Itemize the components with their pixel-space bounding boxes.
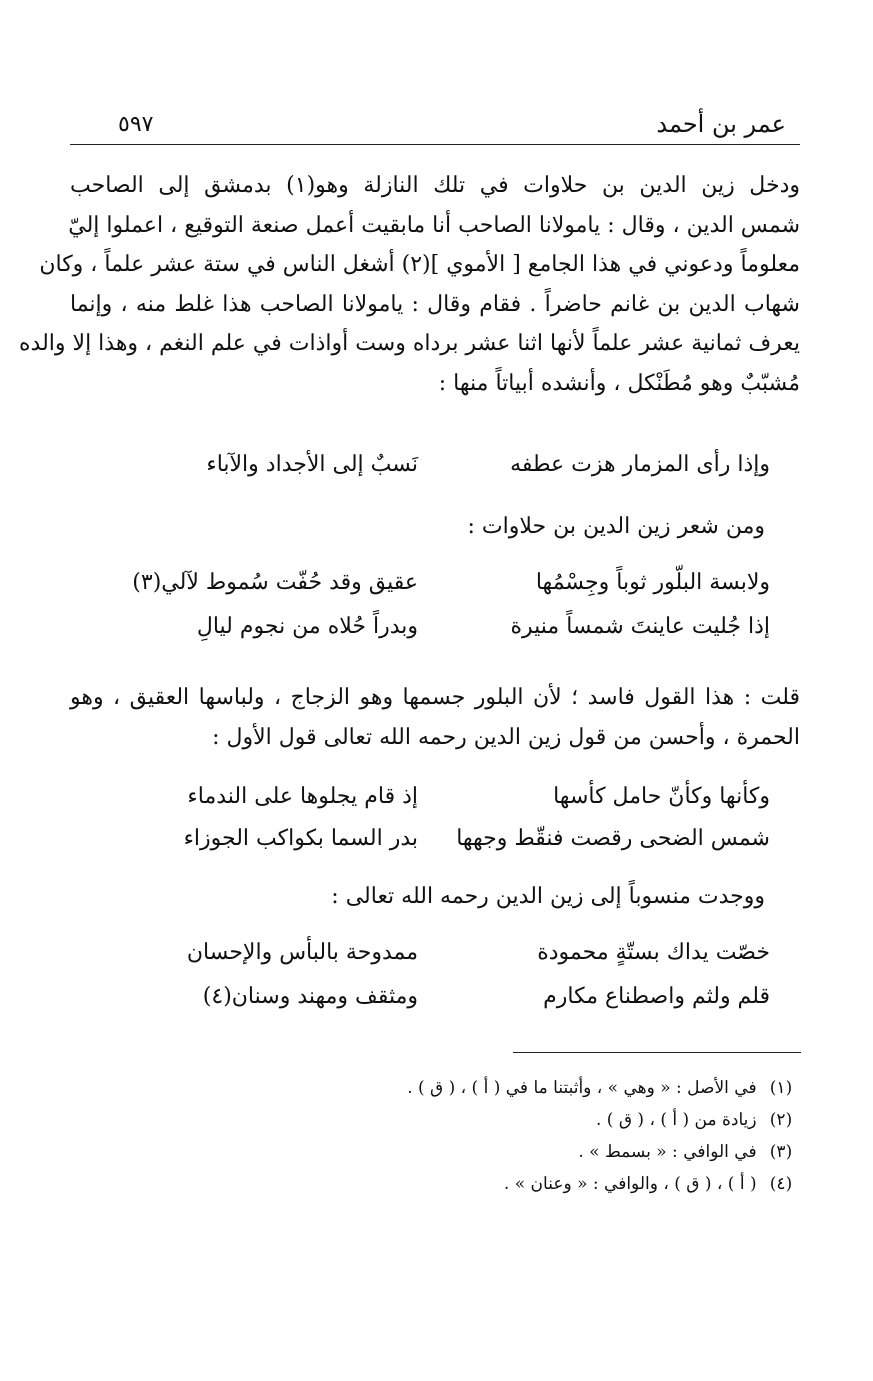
footnote <box>70 1072 800 1104</box>
footnote <box>70 1168 800 1200</box>
verse-second-hemistich: وبدراً حُلاه من نجوم ليالِ <box>196 614 418 639</box>
verse-second-hemistich: إذ قام يجلوها على الندماء <box>187 784 418 809</box>
footnote-text: ( أ ) ، ( ق ) ، والوافي : « وعنان » . <box>503 1174 757 1194</box>
page-number: ٥٩٧ <box>118 112 154 137</box>
footnote <box>70 1136 800 1168</box>
paragraph-line: ودخل زين الدين بن حلاوات في تلك النازلة وهو(١) بدمشق إلى الصاحب <box>70 173 800 198</box>
verse-first-hemistich: إذا جُليت عاينتَ شمساً منيرة <box>510 614 770 639</box>
paragraph-1 <box>19 166 800 403</box>
paragraph-line: مُشبّبٌ وهو مُطَنْكل ، وأنشده أبياتاً منها : <box>438 370 800 396</box>
footnote-divider <box>513 1052 801 1053</box>
paragraph-line: شهاب الدين بن غانم حاضراً . فقام وقال : يامولانا الصاحب هذا غلط منه ، وإنما <box>70 291 800 317</box>
verse-second-hemistich: ممدوحة بالبأس والإحسان <box>186 940 418 965</box>
verse-second-hemistich: بدر السما بكواكب الجوزاء <box>183 826 418 851</box>
footnote-text: في الوافي : « بسمط » . <box>578 1142 757 1162</box>
footnote <box>70 1104 800 1136</box>
verse-second-hemistich: عقيق وقد حُفّت سُموط لآلي(٣) <box>132 570 418 595</box>
verse-first-hemistich: وكأنها وكأنّ حامل كأسها <box>553 784 770 809</box>
paragraph-line: قلت : هذا القول فاسد ؛ لأن البلور جسمها وهو الزجاج ، ولباسها العقيق ، وهو <box>70 685 800 710</box>
verse-first-hemistich: شمس الضحى رقصت فنقّط وجهها <box>456 826 770 851</box>
paragraph-line: شمس الدين ، وقال : يامولانا الصاحب أنا مابقيت أعمل صنعة التوقيع ، اعملوا إليّ <box>68 212 800 238</box>
footnotes <box>70 1072 800 1200</box>
paragraph-line: معلوماً ودعوني في هذا الجامع [ الأموي ](٢) أشغل الناس في ستة عشر علماً ، وكان <box>39 252 800 277</box>
verse-line <box>100 614 770 654</box>
footnote-number: (٢) <box>769 1110 793 1130</box>
poem-intro: ومن شعر زين الدين بن حلاوات : <box>467 514 765 539</box>
verse-line <box>100 570 770 610</box>
footnote-text: زيادة من ( أ ) ، ( ق ) . <box>595 1110 757 1130</box>
verse-first-hemistich: ولابسة البلّور ثوباً وجِسْمُها <box>535 570 770 595</box>
verse-first-hemistich: وإذا رأى المزمار هزت عطفه <box>510 452 770 477</box>
verse-line <box>100 984 770 1024</box>
verse-first-hemistich: خصّت يداك بستّةٍ محمودة <box>537 940 770 965</box>
verse-line <box>100 826 770 866</box>
poem-intro: ووجدت منسوباً إلى زين الدين رحمه الله تعالى : <box>331 884 765 909</box>
paragraph-2 <box>70 678 800 757</box>
verse-line <box>100 940 770 980</box>
verse-line <box>100 784 770 824</box>
header-title: عمر بن أحمد <box>656 110 786 138</box>
verse-second-hemistich: نَسبٌ إلى الأجداد والآباء <box>206 452 418 477</box>
running-header <box>70 108 800 145</box>
footnote-number: (٤) <box>769 1174 793 1194</box>
verse-second-hemistich: ومثقف ومهند وسنان(٤) <box>202 984 418 1009</box>
footnote-number: (١) <box>769 1078 793 1098</box>
paragraph-line: الحمرة ، وأحسن من قول زين الدين رحمه الله تعالى قول الأول : <box>212 724 800 750</box>
verse-line <box>100 452 770 492</box>
verse-first-hemistich: قلم ولثم واصطناع مكارم <box>543 984 770 1009</box>
footnote-text: في الأصل : « وهي » ، وأثبتنا ما في ( أ ) ، ( ق ) . <box>407 1078 757 1098</box>
paragraph-line: يعرف ثمانية عشر علماً لأنها اثنا عشر برداه وست أواذات في علم النغم ، وهذا إلا والده <box>19 331 800 356</box>
footnote-number: (٣) <box>769 1142 793 1162</box>
